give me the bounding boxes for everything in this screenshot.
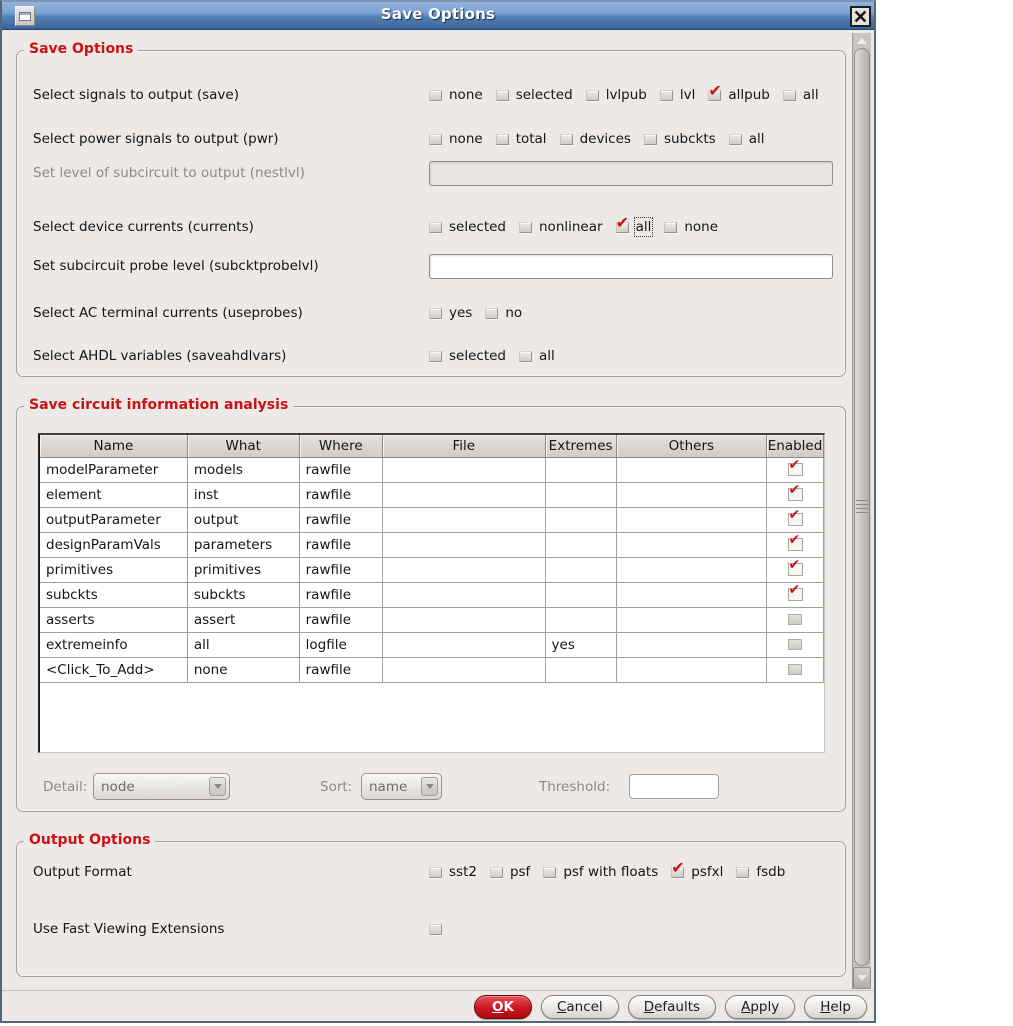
checkbox-option[interactable] [664, 219, 718, 235]
cell-enabled[interactable] [767, 482, 824, 507]
enabled-check-icon[interactable] [788, 557, 803, 576]
table-row[interactable] [40, 657, 824, 682]
cell-others[interactable] [616, 657, 766, 682]
cell-enabled[interactable] [767, 632, 824, 657]
checkbox-label[interactable]: all [635, 219, 652, 235]
cell-file[interactable] [382, 482, 545, 507]
output-options-group [16, 832, 846, 977]
checkbox-unchecked[interactable] [429, 134, 442, 145]
checkbox-label[interactable]: total [515, 131, 547, 147]
checkbox-label[interactable]: allpub [728, 87, 770, 103]
checkbox-option[interactable] [615, 212, 652, 235]
cell-enabled[interactable] [767, 607, 824, 632]
checkbox-checked[interactable] [615, 212, 629, 233]
checkbox-label[interactable]: none [449, 131, 483, 147]
cell-others[interactable] [616, 482, 766, 507]
checkbox-group-fast-viewing-extensions [429, 918, 442, 940]
dialog-buttons [2, 990, 874, 1023]
checkbox-option[interactable] [429, 87, 483, 103]
window-title: Save Options [380, 5, 496, 23]
form-row-subcktprobelvl [33, 252, 837, 280]
field-wrap-subcktprobelvl [429, 252, 833, 280]
checkbox-option[interactable] [671, 857, 724, 880]
checkbox-unchecked[interactable] [664, 222, 677, 233]
checkbox-label[interactable]: none [449, 87, 483, 103]
checkbox-label[interactable]: nonlinear [539, 219, 603, 235]
close-icon [854, 10, 867, 23]
checkbox-unchecked[interactable] [644, 134, 657, 145]
cell-file[interactable] [382, 457, 545, 482]
checkbox-unchecked[interactable] [429, 308, 442, 319]
checkbox-option[interactable] [429, 348, 506, 364]
checkbox-label[interactable]: selected [449, 219, 506, 235]
cell-others[interactable] [616, 632, 766, 657]
field-label: Select power signals to output (pwr) [33, 131, 279, 147]
cell-where[interactable]: rawfile [299, 482, 382, 507]
red-check-icon: ✔ [788, 457, 801, 473]
field-label: Select signals to output (save) [33, 87, 239, 103]
cell-enabled[interactable] [767, 557, 824, 582]
cell-file[interactable] [382, 507, 545, 532]
checkbox-option[interactable] [519, 348, 555, 364]
scroll-up-button[interactable] [853, 33, 871, 48]
form-row-nestlvl [33, 160, 837, 186]
group-title: Save Options [24, 41, 138, 57]
field-label: Set level of subcircuit to output (nestlvl) [33, 165, 305, 181]
cell-file[interactable] [382, 607, 545, 632]
form-row-fast-viewing-extensions [33, 918, 837, 940]
cell-where[interactable]: logfile [299, 632, 382, 657]
cell-name[interactable]: asserts [40, 607, 187, 632]
enabled-check-icon[interactable] [788, 482, 803, 501]
cell-where[interactable]: rawfile [299, 582, 382, 607]
checkbox-option[interactable] [496, 131, 547, 147]
cell-what[interactable]: primitives [187, 557, 299, 582]
apply-button[interactable]: A pply [725, 995, 795, 1019]
table-row[interactable] [40, 532, 824, 557]
cell-where[interactable]: rawfile [299, 507, 382, 532]
field-label: Select AC terminal currents (useprobes) [33, 305, 303, 321]
threshold-label: Threshold: [539, 779, 611, 795]
threshold-input[interactable] [629, 774, 719, 799]
checkbox-unchecked[interactable] [736, 867, 749, 878]
detail-label: Detail: [43, 779, 88, 795]
red-check-icon: ✔ [788, 482, 801, 498]
field-label: Select device currents (currents) [33, 219, 254, 235]
checkbox-checked[interactable] [708, 80, 722, 101]
cell-where[interactable]: rawfile [299, 657, 382, 682]
cell-file[interactable] [382, 532, 545, 557]
cell-extremes[interactable] [545, 607, 616, 632]
red-check-icon: ✔ [788, 507, 801, 523]
checkbox-option[interactable] [429, 924, 442, 935]
checkbox-label[interactable]: lvlpub [605, 87, 647, 103]
checkbox-label[interactable]: fsdb [756, 864, 786, 880]
form-row-saveahdlvars [33, 345, 837, 367]
column-header-name[interactable]: Name [40, 435, 187, 457]
checkbox-label[interactable]: psf [509, 864, 531, 880]
red-check-icon: ✔ [788, 582, 801, 598]
checkbox-option[interactable] [490, 864, 530, 880]
enabled-check-icon[interactable] [788, 582, 803, 601]
form-row-currents [33, 212, 837, 238]
checkbox-unchecked[interactable] [783, 90, 796, 101]
checkbox-unchecked[interactable] [586, 90, 599, 101]
checkbox-label[interactable]: all [748, 131, 765, 147]
table-row[interactable] [40, 582, 824, 607]
checkbox-unchecked[interactable] [429, 90, 442, 101]
checkbox-option[interactable] [485, 305, 522, 321]
enabled-unchecked-box[interactable] [788, 639, 802, 650]
checkbox-unchecked[interactable] [429, 222, 442, 233]
cancel-button[interactable]: C ancel [541, 995, 619, 1019]
checkbox-option[interactable] [519, 219, 603, 235]
cell-file[interactable] [382, 557, 545, 582]
cell-name[interactable]: subckts [40, 582, 187, 607]
cell-extremes[interactable] [545, 507, 616, 532]
cell-extremes[interactable] [545, 457, 616, 482]
cell-file[interactable] [382, 582, 545, 607]
checkbox-option[interactable] [543, 864, 658, 880]
red-check-icon: ✔ [708, 80, 722, 100]
red-check-icon: ✔ [788, 557, 801, 573]
checkbox-option[interactable] [783, 87, 819, 103]
checkbox-unchecked[interactable] [496, 90, 509, 101]
checkbox-option[interactable] [644, 131, 716, 147]
checkbox-label[interactable]: yes [449, 305, 473, 321]
save-options-group [16, 41, 846, 377]
checkbox-option[interactable] [496, 87, 573, 103]
cell-enabled[interactable] [767, 582, 824, 607]
group-title: Save circuit information analysis [24, 397, 293, 413]
checkbox-label[interactable]: sst2 [449, 864, 477, 880]
form-row-useprobes [33, 302, 837, 324]
checkbox-unchecked[interactable] [429, 867, 442, 878]
checkbox-label[interactable]: psf with floats [563, 864, 659, 880]
checkbox-group-output-format [429, 857, 786, 883]
cell-others[interactable] [616, 607, 766, 632]
table-row[interactable] [40, 557, 824, 582]
group-title: Output Options [24, 832, 155, 848]
red-check-icon: ✔ [615, 212, 629, 232]
cell-where[interactable]: rawfile [299, 457, 382, 482]
checkbox-group-save [429, 80, 819, 106]
table-row[interactable] [40, 632, 824, 657]
checkbox-group-useprobes [429, 302, 522, 324]
checkbox-unchecked[interactable] [496, 134, 509, 145]
cell-others[interactable] [616, 457, 766, 482]
sort-dropdown [361, 773, 442, 800]
column-header-what[interactable]: What [187, 435, 299, 457]
field-label: Set subcircuit probe level (subcktprobelvl) [33, 258, 319, 274]
cell-extremes[interactable] [545, 557, 616, 582]
cell-extremes[interactable] [545, 532, 616, 557]
cell-where[interactable]: rawfile [299, 532, 382, 557]
help-button[interactable]: H elp [804, 995, 867, 1019]
cell-file[interactable] [382, 657, 545, 682]
cell-what[interactable]: assert [187, 607, 299, 632]
table-row[interactable] [40, 482, 824, 507]
cell-where[interactable]: rawfile [299, 557, 382, 582]
checkbox-label[interactable]: lvl [679, 87, 696, 103]
text-input-nestlvl [429, 161, 833, 186]
cell-where[interactable]: rawfile [299, 607, 382, 632]
defaults-button[interactable]: D efaults [628, 995, 716, 1019]
cell-extremes[interactable] [545, 657, 616, 682]
column-header-file[interactable]: File [382, 435, 545, 457]
cell-name[interactable]: modelParameter [40, 457, 187, 482]
cell-others[interactable] [616, 557, 766, 582]
vertical-scrollbar[interactable] [852, 33, 871, 989]
column-header-where[interactable]: Where [299, 435, 382, 457]
field-label: Output Format [33, 864, 132, 880]
cell-enabled[interactable] [767, 507, 824, 532]
form-row-pwr [33, 128, 837, 150]
table-header-row [40, 435, 824, 457]
field-wrap-nestlvl [429, 160, 833, 186]
checkbox-option[interactable] [429, 305, 472, 321]
checkbox-unchecked[interactable] [519, 222, 532, 233]
checkbox-option[interactable] [586, 87, 647, 103]
sort-label: Sort: [320, 779, 353, 795]
cell-extremes[interactable] [545, 482, 616, 507]
table-controls [17, 771, 837, 803]
checkbox-unchecked[interactable] [519, 351, 532, 362]
checkbox-unchecked[interactable] [560, 134, 573, 145]
checkbox-option[interactable] [729, 131, 765, 147]
scroll-down-button[interactable] [853, 967, 871, 989]
cell-what[interactable]: none [187, 657, 299, 682]
checkbox-unchecked[interactable] [660, 90, 673, 101]
detail-value: node [101, 779, 135, 795]
cell-others[interactable] [616, 532, 766, 557]
column-header-others[interactable]: Others [616, 435, 766, 457]
checkbox-label[interactable]: subckts [663, 131, 716, 147]
text-input-subcktprobelvl[interactable] [429, 254, 833, 279]
checkbox-label[interactable]: devices [579, 131, 631, 147]
sort-value: name [369, 779, 408, 795]
arrow-up-icon [857, 38, 867, 44]
circuit-info-group [16, 397, 846, 812]
checkbox-option[interactable] [429, 131, 483, 147]
checkbox-unchecked[interactable] [429, 924, 442, 935]
red-check-icon: ✔ [788, 532, 801, 548]
column-header-extremes[interactable]: Extremes [545, 435, 616, 457]
enabled-check-icon[interactable] [788, 507, 803, 526]
checkbox-label[interactable]: selected [515, 87, 573, 103]
checkbox-unchecked[interactable] [490, 867, 503, 878]
cell-enabled[interactable] [767, 532, 824, 557]
enabled-unchecked-box[interactable] [788, 664, 802, 675]
field-label: Use Fast Viewing Extensions [33, 921, 225, 937]
table-row[interactable] [40, 457, 824, 482]
checkbox-option[interactable] [429, 864, 477, 880]
cell-what[interactable]: parameters [187, 532, 299, 557]
cell-what[interactable]: inst [187, 482, 299, 507]
checkbox-unchecked[interactable] [485, 308, 498, 319]
detail-dropdown [93, 773, 230, 800]
ok-button[interactable]: O K [474, 995, 532, 1019]
red-check-icon: ✔ [671, 857, 685, 877]
cell-what[interactable]: models [187, 457, 299, 482]
chevron-down-icon [421, 777, 438, 796]
cell-others[interactable] [616, 582, 766, 607]
cell-name[interactable]: primitives [40, 557, 187, 582]
checkbox-group-pwr [429, 128, 764, 150]
checkbox-unchecked[interactable] [729, 134, 742, 145]
checkbox-checked[interactable] [671, 857, 685, 878]
enabled-check-icon[interactable] [788, 457, 803, 476]
form-row-save [33, 80, 837, 106]
checkbox-option[interactable] [560, 131, 631, 147]
checkbox-label[interactable]: none [684, 219, 719, 235]
field-label: Select AHDL variables (saveahdlvars) [33, 348, 287, 364]
cell-file[interactable] [382, 632, 545, 657]
cell-name[interactable]: designParamVals [40, 532, 187, 557]
checkbox-option[interactable] [660, 87, 696, 103]
checkbox-option[interactable] [736, 864, 785, 880]
cell-what[interactable]: subckts [187, 582, 299, 607]
checkbox-label[interactable]: all [802, 87, 819, 103]
column-header-enabled[interactable]: Enabled [767, 435, 824, 457]
scrollbar-grip-icon [856, 500, 868, 514]
cell-what[interactable]: all [187, 632, 299, 657]
cell-name[interactable]: element [40, 482, 187, 507]
table-row[interactable] [40, 607, 824, 632]
checkbox-label[interactable]: psfxl [691, 864, 724, 880]
titlebar[interactable] [2, 2, 874, 30]
enabled-unchecked-box[interactable] [788, 614, 802, 625]
form-row-output-format [33, 857, 837, 883]
arrow-down-icon [857, 975, 867, 981]
cell-name[interactable]: extremeinfo [40, 632, 187, 657]
checkbox-label[interactable]: no [505, 305, 523, 321]
enabled-check-icon[interactable] [788, 532, 803, 551]
chevron-down-icon [209, 777, 226, 796]
cell-name[interactable]: <Click_To_Add> [40, 657, 187, 682]
cell-others[interactable] [616, 507, 766, 532]
checkbox-unchecked[interactable] [543, 867, 556, 878]
scrollbar-thumb[interactable] [854, 48, 870, 966]
checkbox-group-saveahdlvars [429, 345, 555, 367]
checkbox-unchecked[interactable] [429, 351, 442, 362]
checkbox-group-currents [429, 212, 719, 238]
cell-enabled[interactable] [767, 457, 824, 482]
analysis-table [40, 435, 824, 683]
cell-enabled[interactable] [767, 657, 824, 682]
table-row[interactable] [40, 507, 824, 532]
circuit-info-table [38, 433, 825, 753]
checkbox-option[interactable] [429, 219, 506, 235]
close-button[interactable] [850, 6, 871, 27]
checkbox-label[interactable]: all [539, 348, 555, 364]
checkbox-label[interactable]: selected [449, 348, 506, 364]
cell-extremes[interactable]: yes [545, 632, 616, 657]
cell-name[interactable]: outputParameter [40, 507, 187, 532]
checkbox-option[interactable] [708, 80, 770, 103]
cell-extremes[interactable] [545, 582, 616, 607]
cell-what[interactable]: output [187, 507, 299, 532]
